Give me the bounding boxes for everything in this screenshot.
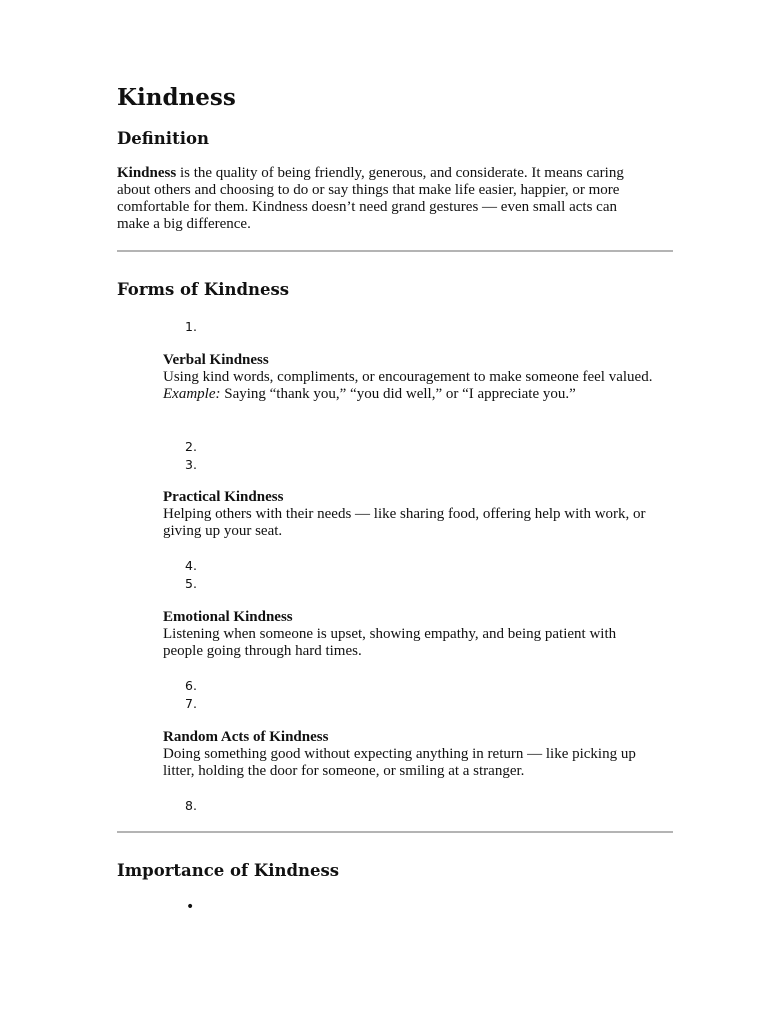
definition-term: Kindness xyxy=(117,165,177,181)
list-number: 4. xyxy=(185,558,197,573)
section-divider xyxy=(117,831,673,833)
example-text: Saying “thank you,” “you did well,” or “I appreciate you.” xyxy=(220,386,576,402)
item-description: Using kind words, compliments, or encouragement to make someone feel valued. xyxy=(163,369,653,385)
definition-heading: Definition xyxy=(117,129,209,148)
list-item xyxy=(163,352,658,403)
list-number: 7. xyxy=(185,696,197,711)
item-title: Practical Kindness xyxy=(163,489,284,505)
item-example xyxy=(163,386,658,403)
list-number: 5. xyxy=(185,576,197,591)
list-number: 6. xyxy=(185,678,197,693)
list-item xyxy=(163,489,658,540)
example-label: Example: xyxy=(163,386,221,402)
forms-heading: Forms of Kindness xyxy=(117,280,290,299)
definition-text: is the quality of being friendly, generous, and considerate. It means caring about others and choosing to do or say things that make life easier, happier, or more comfortable for them. Kindness doesn’t need grand gestures — even small acts can make a big difference. xyxy=(117,165,624,232)
page-title: Kindness xyxy=(117,84,236,111)
item-title: Emotional Kindness xyxy=(163,609,293,625)
item-description: Doing something good without expecting anything in return — like picking up litter, holding the door for someone, or smiling at a stranger. xyxy=(163,746,636,779)
list-item xyxy=(163,729,658,780)
list-number: 8. xyxy=(185,798,197,813)
list-number: 2. xyxy=(185,439,197,454)
item-description: Listening when someone is upset, showing empathy, and being patient with people going through hard times. xyxy=(163,626,617,659)
list-item xyxy=(163,609,658,660)
item-description: Helping others with their needs — like sharing food, offering help with work, or giving up your seat. xyxy=(163,506,646,539)
item-title: Verbal Kindness xyxy=(163,352,269,368)
item-title: Random Acts of Kindness xyxy=(163,729,329,745)
section-divider xyxy=(117,250,673,252)
list-number: 1. xyxy=(185,319,197,334)
list-number: 3. xyxy=(185,457,197,472)
list-bullet: • xyxy=(186,899,195,915)
definition-paragraph xyxy=(117,165,647,233)
importance-heading: Importance of Kindness xyxy=(117,861,340,880)
